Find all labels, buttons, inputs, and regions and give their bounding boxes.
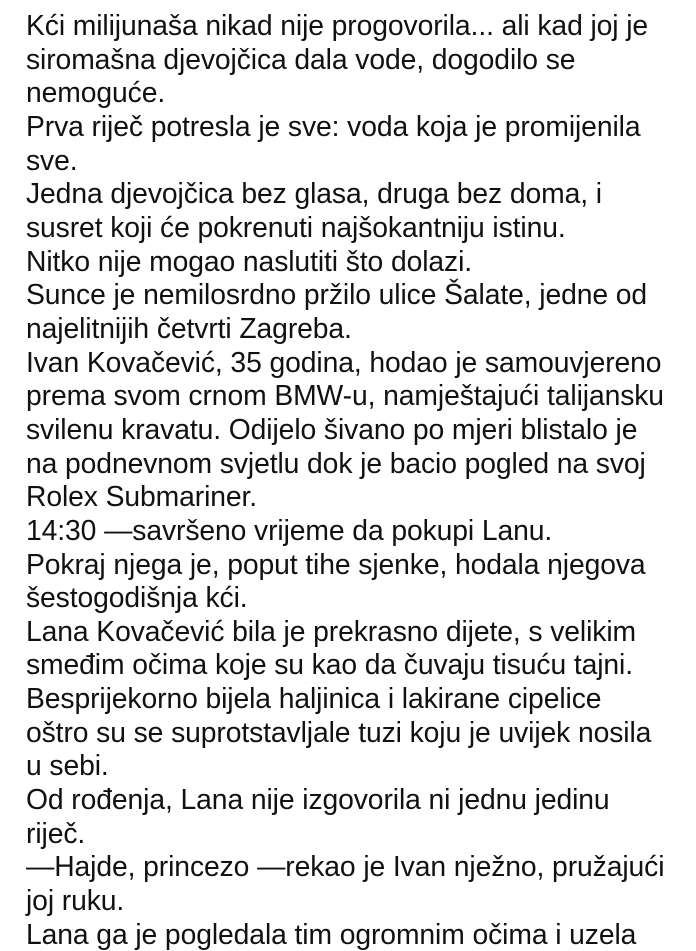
paragraph <box>26 783 690 850</box>
text-line: u sebi. <box>26 749 109 782</box>
text-line: susret koji će pokrenuti najšokantniju istinu. <box>26 210 566 243</box>
paragraph <box>26 177 690 244</box>
paragraph <box>26 548 690 615</box>
text-line: nemoguće. <box>26 76 166 109</box>
text-line: siromašna djevojčica dala vode, dogodilo se <box>26 42 576 75</box>
text-line: Kći milijunaša nikad nije progovorila... ali kad joj je <box>26 9 649 41</box>
text-line: smeđim očima koje su kao da čuvaju tisuću tajni. <box>26 648 634 681</box>
paragraph <box>26 278 690 345</box>
text-line: šestogodišnja kći. <box>26 581 248 614</box>
post-body-text <box>26 9 690 951</box>
text-line: Lana ga je pogledala tim ogromnim očima i uzela <box>26 917 637 950</box>
text-line: Rolex Submariner. <box>26 480 258 513</box>
text-line: Od rođenja, Lana nije izgovorila ni jednu jedinu <box>26 783 610 816</box>
text-line: svilenu kravatu. Odijelo šivano po mjeri blistalo je <box>26 412 638 445</box>
text-line: —Hajde, princezo —rekao je Ivan nježno, pružajući <box>26 850 665 883</box>
paragraph <box>26 615 690 682</box>
text-line: Jedna djevojčica bez glasa, druga bez doma, i <box>26 177 602 210</box>
paragraph <box>26 245 690 279</box>
paragraph <box>26 110 690 177</box>
text-line: 14:30 —savršeno vrijeme da pokupi Lanu. <box>26 513 553 546</box>
text-line: prema svom crnom BMW-u, namještajući talijansku <box>26 379 664 412</box>
text-line: Nitko nije mogao naslutiti što dolazi. <box>26 244 473 277</box>
text-line: najelitnijih četvrti Zagreba. <box>26 311 352 344</box>
paragraph <box>26 9 690 110</box>
text-line: oštro su se suprotstavljale tuzi koju je uvijek nosila <box>26 715 652 748</box>
paragraph <box>26 346 690 514</box>
text-line: Pokraj njega je, poput tihe sjenke, hodala njegova <box>26 547 646 580</box>
text-line: Sunce je nemilosrdno pržilo ulice Šalate, jedne od <box>26 278 648 311</box>
paragraph <box>26 850 690 917</box>
text-line: Prva riječ potresla je sve: voda koja je promijenila <box>26 109 641 142</box>
text-line: joj ruku. <box>26 884 125 917</box>
paragraph <box>26 918 690 951</box>
paragraph <box>26 514 690 548</box>
text-line: Ivan Kovačević, 35 godina, hodao je samouvjereno <box>26 345 662 378</box>
text-line: riječ. <box>26 816 86 849</box>
text-line: Besprijekorno bijela haljinica i lakirane cipelice <box>26 682 602 715</box>
text-line: sve. <box>26 143 78 176</box>
text-line: Lana Kovačević bila je prekrasno dijete, s velikim <box>26 614 636 647</box>
text-line: na podnevnom svjetlu dok je bacio pogled na svoj <box>26 446 646 479</box>
paragraph <box>26 682 690 783</box>
